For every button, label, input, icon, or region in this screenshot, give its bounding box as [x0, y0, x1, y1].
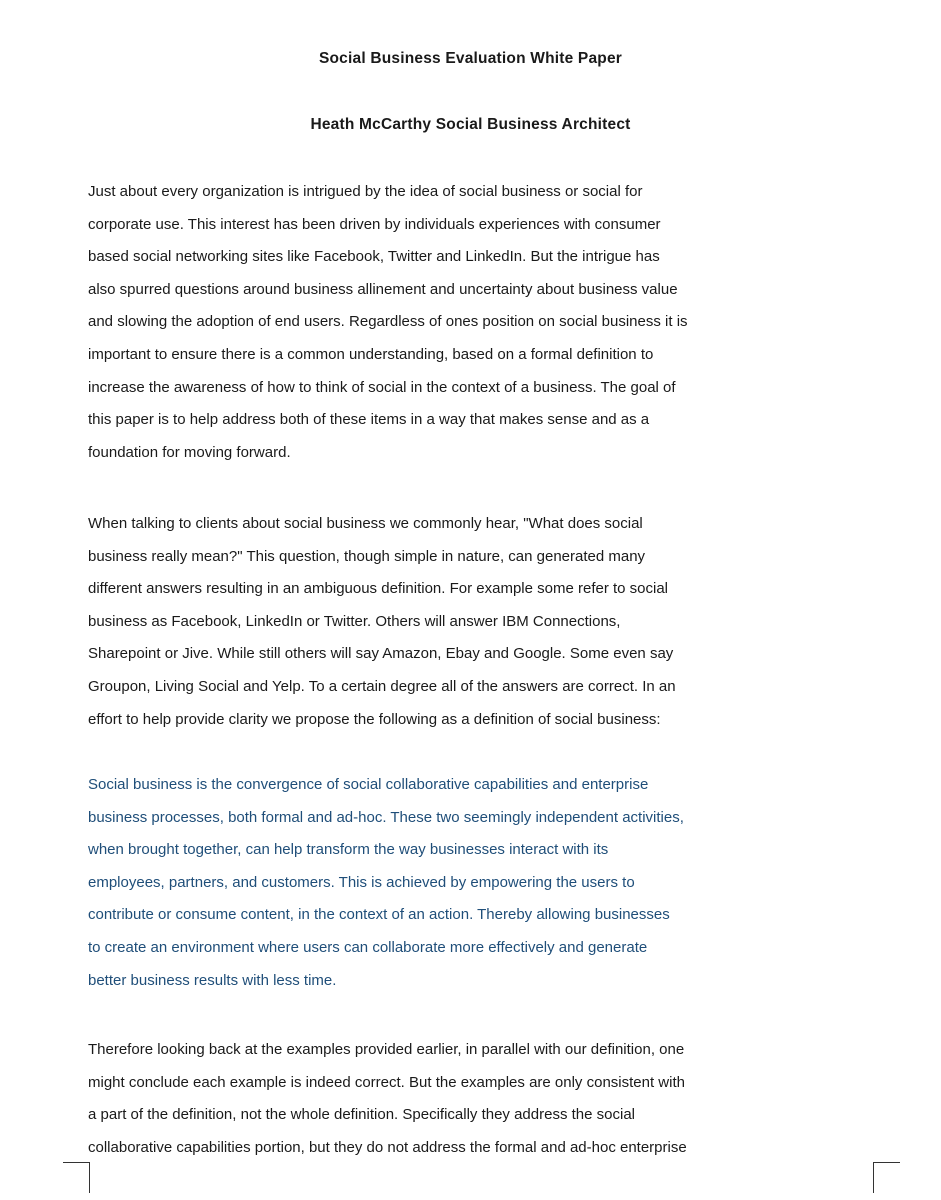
paragraph-line: Therefore looking back at the examples provided earlier, in parallel with our definition, one [88, 1041, 685, 1058]
paragraph-line: this paper is to help address both of these items in a way that makes sense and as a [88, 411, 650, 429]
paragraph-line: business as Facebook, LinkedIn or Twitter. Others will answer IBM Connections, [88, 612, 621, 630]
page-margin-corner-left [63, 1162, 90, 1193]
paragraph-line: better business results with less time. [88, 971, 337, 989]
paragraph-line: and slowing the adoption of end users. Regardless of ones position on social business it is [88, 313, 688, 331]
paragraph-definition [88, 769, 863, 997]
paragraph-line: based social networking sites like Facebook, Twitter and LinkedIn. But the intrigue has [88, 248, 660, 266]
paragraph-line: corporate use. This interest has been driven by individuals experiences with consumer [88, 215, 661, 233]
paragraph-line: business processes, both formal and ad-hoc. These two seemingly independent activities, [88, 808, 684, 826]
paragraph-line: collaborative capabilities portion, but they do not address the formal and ad-hoc enterprise [88, 1138, 687, 1156]
paragraph-line: increase the awareness of how to think of social in the context of a business. The goal of [88, 378, 676, 396]
paragraph-line: foundation for moving forward. [88, 443, 291, 461]
paragraph-line: When talking to clients about social business we commonly hear, "What does social [88, 515, 643, 532]
author-line: Heath McCarthy Social Business Architect [310, 116, 631, 133]
page-margin-corner-right [873, 1162, 900, 1193]
paragraph-line: when brought together, can help transform the way businesses interact with its [88, 841, 609, 859]
paragraph-line: also spurred questions around business allinement and uncertainty about business value [88, 280, 678, 298]
paragraph-line: different answers resulting in an ambiguous definition. For example some refer to social [88, 580, 669, 598]
document-title: Social Business Evaluation White Paper [318, 50, 623, 67]
paragraph-line: Social business is the convergence of social collaborative capabilities and enterprise [88, 776, 649, 793]
paragraph-clients [88, 508, 863, 736]
paragraph-line: might conclude each example is indeed correct. But the examples are only consistent with [88, 1073, 685, 1091]
paragraph-intro [88, 176, 863, 469]
paragraph-line: Sharepoint or Jive. While still others will say Amazon, Ebay and Google. Some even say [88, 645, 674, 663]
paragraph-line: to create an environment where users can collaborate more effectively and generate [88, 938, 648, 956]
paragraph-line: Just about every organization is intrigued by the idea of social business or social for [88, 183, 643, 200]
paragraph-line: employees, partners, and customers. This is achieved by empowering the users to [88, 873, 635, 891]
paragraph-line: contribute or consume content, in the context of an action. Thereby allowing businesses [88, 906, 670, 924]
paragraph-line: effort to help provide clarity we propose the following as a definition of social business: [88, 710, 661, 728]
paragraph-line: business really mean?" This question, though simple in nature, can generated many [88, 547, 646, 565]
paragraph-line: a part of the definition, not the whole definition. Specifically they address the social [88, 1106, 635, 1124]
paragraph-line: important to ensure there is a common understanding, based on a formal definition to [88, 345, 654, 363]
paragraph-conclusion [88, 1034, 863, 1164]
paragraph-line: Groupon, Living Social and Yelp. To a certain degree all of the answers are correct. In an [88, 677, 676, 695]
